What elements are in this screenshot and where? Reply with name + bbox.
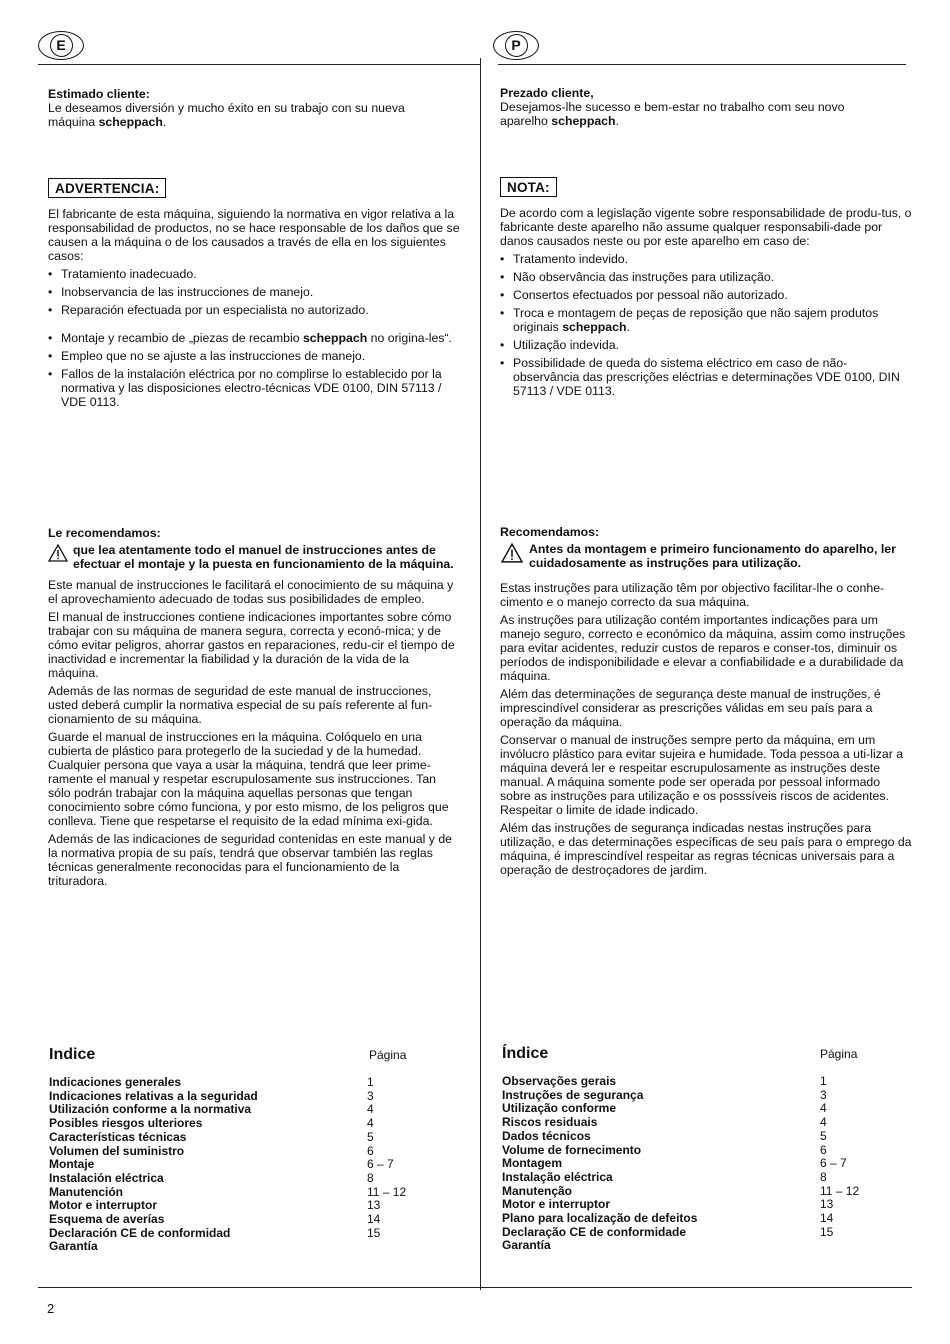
pt-greeting-period: . [615,114,619,128]
index-entry-label: Garantía [502,1238,551,1253]
pt-bullet-spare-parts: Troca e montagem de peças de reposição que não sajem produtos originais [513,306,879,334]
index-entry-page: 11 – 12 [367,1184,407,1199]
pt-paragraphs [500,581,912,877]
index-entry-label: Utilización conforme a la normativa [49,1102,252,1117]
index-entry-label: Características técnicas [49,1129,187,1144]
es-brand: scheppach [98,115,163,129]
index-row [502,1089,912,1103]
index-row [502,1185,912,1199]
index-row [49,1213,469,1227]
index-entry-page: 8 [820,1169,827,1184]
es-index [49,1046,469,1254]
es-warning-section [48,178,460,413]
es-index-page-label: Página [369,1048,407,1062]
index-entry-label: Utilização conforme [502,1101,617,1116]
index-row [49,1199,469,1213]
index-entry-label: Dados técnicos [502,1128,591,1143]
es-liability-list-a [48,267,460,317]
index-row [502,1157,912,1171]
pt-index [502,1045,912,1253]
index-row [49,1131,469,1145]
index-row [502,1226,912,1240]
es-liability-list-b [48,331,460,409]
index-entry-label: Riscos residuais [502,1115,598,1130]
index-row [49,1186,469,1200]
index-entry-label: Montaje [49,1157,95,1172]
list-item: • Consertos efectuados por pessoal não autorizado. [500,288,912,302]
paragraph: Além das determinações de segurança deste manual de instruções, é imprescindível considerar as prescrições válidas em seu país para a operação da máquina. [500,687,881,729]
pt-index-page-label: Página [820,1047,858,1061]
index-row [49,1172,469,1186]
pt-greeting-line2: aparelho [500,114,552,128]
index-entry-label: Montagem [502,1156,562,1171]
list-item: • Inobservancia de las instrucciones de manejo. [48,285,460,299]
es-greeting-period: . [162,115,167,129]
list-item [48,331,460,345]
list-item: • Tratamento indevido. [500,252,912,266]
paragraph: El manual de instrucciones contiene indicaciones importantes sobre cómo trabajar con su máquina de manera segura, correcta y econó-mica; y de cómo evitar peligros, ahorrar gastos en reparaciones, redu-cir el tiempo de inactividad e incrementar la fiabilidad y la duración de la vida de la máquina. [48,610,455,680]
index-entry-page: 14 [820,1211,834,1226]
index-entry-page: 4 [820,1101,827,1116]
index-row [502,1102,912,1116]
footer-rule-right [480,1287,912,1288]
index-entry-page: 3 [820,1087,827,1102]
index-entry-page: 6 – 7 [367,1157,394,1172]
index-row [49,1158,469,1172]
index-row [49,1240,469,1254]
pt-brand: scheppach [551,114,616,128]
pt-note-label: NOTA: [500,177,557,197]
index-entry-page: 3 [367,1088,374,1103]
es-greeting-line1: Le deseamos diversión y mucho éxito en su trabajo con su nueva [48,101,405,115]
es-paragraphs [48,578,460,888]
index-entry-label: Volume de fornecimento [502,1142,642,1157]
index-row [502,1171,912,1185]
paragraph: Conservar o manual de instruções sempre perto da máquina, em um invólucro plástico para evitar sujeira e humidade. Toda pessoa a uti-lizar a máquina deverá ler e respeitar escrupulosamente as instruções deste manual. A máquina somente pode ser operada por pessoal informado sobre as instruções para utilização e os posssíveis riscos de acidentes. Respeitar o limite de idade indicado. [500,733,904,817]
es-greeting [48,87,460,129]
index-entry-page: 6 [367,1143,374,1158]
list-item: • Não observância das instruções para utilização. [500,270,912,284]
es-greeting-line2: máquina [48,115,99,129]
index-row [502,1075,912,1089]
index-row [502,1130,912,1144]
es-recommendation-section [48,526,460,892]
index-entry-page: 14 [367,1212,381,1227]
list-item: • Possibilidade de queda do sistema eléctrico em caso de não-observância das prescrições eléctrias e determinações VDE 0100, DIN 57113 / VDE 0113. [500,356,912,398]
index-entry-page [820,1239,880,1253]
index-entry-page: 8 [367,1170,374,1185]
pt-liability-list [500,252,912,398]
es-rec-warning [48,543,460,571]
index-entry-page: 13 [820,1197,834,1212]
pt-greeting-title: Prezado cliente, [500,86,594,100]
pt-index-list [502,1075,912,1253]
index-entry-page: 1 [367,1075,374,1089]
index-entry-label: Indicaciones generales [49,1075,182,1089]
pt-rec-warning-text: Antes da montagem e primeiro funcionamento do aparelho, ler cuidadosamente as instruções para utilização. [529,542,896,570]
index-row [502,1116,912,1130]
paragraph: Além das instruções de segurança indicadas nestas instruções para utilização, e das determinações específicas de seu país para o emprego da máquina, é imprescindível respeitar as regras técnicas universais para a operação de destroçadores de jardim. [500,821,912,877]
es-bullet-spare-parts-end: no origina-les“. [367,331,452,345]
index-row [502,1239,912,1253]
es-rec-title: Le recomendamos: [48,526,161,540]
header-rule-left [38,64,480,65]
index-entry-label: Declaración CE de conformidad [49,1225,231,1240]
index-entry-page: 11 – 12 [820,1183,860,1198]
index-row [49,1145,469,1159]
index-entry-label: Posibles riesgos ulteriores [49,1116,203,1131]
index-entry-page: 4 [367,1116,374,1131]
pt-bullet-spare-parts-end: . [626,320,630,334]
index-entry-label: Plano para localização de defeitos [502,1211,698,1226]
index-entry-page: 15 [820,1224,834,1239]
index-entry-label: Manutención [49,1184,123,1199]
index-row [49,1090,469,1104]
header-rule-right [498,64,906,65]
index-entry-label: Instruções de segurança [502,1087,644,1102]
es-index-title: Indice [49,1046,96,1063]
index-entry-label: Instalação eléctrica [502,1169,613,1184]
index-row [502,1212,912,1226]
index-row [49,1076,469,1090]
warning-icon [48,544,68,562]
paragraph: Guarde el manual de instrucciones en la máquina. Colóquelo en una cubierta de plástico para protegerlo de la suciedad y de la humedad. Cualquier persona que vaya a usar la máquina, tendrá que leer prime-ramente el manual y respetar escrupulosamente sus instrucciones. Tan sólo podrán trabajar con la máquina aquellas personas que tengan conocimiento sobre cómo funciona, y por esto mismo, de los peligros que conlleva. Tiene que respetarse el requisito de la edad mínima exi-gida. [48,730,449,828]
warning-icon [500,543,524,563]
pt-note-text: De acordo com a legislação vigente sobre responsabilidade de produ-tus, o fabricante deste aparelho não assume qualquer responsabili-dade por danos causados neste ou por este aparelho em caso de: [500,206,912,248]
es-index-list [49,1076,469,1254]
list-item: • Tratamiento inadecuado. [48,267,460,281]
footer-rule-left [38,1287,480,1288]
es-bullet-spare-parts: Montaje y recambio de „piezas de recambio [61,331,303,345]
list-item: • Empleo que no se ajuste a las instrucciones de manejo. [48,349,460,363]
index-entry-page: 6 – 7 [820,1156,847,1171]
index-row [49,1103,469,1117]
paragraph: Además de las normas de seguridad de este manual de instrucciones, usted deberá cumplir la normativa especial de su país referente al fun-cionamiento de su máquina. [48,684,433,726]
paragraph: As instruções para utilização contém importantes indicações para um manejo seguro, correcto e económico da máquina, assim como instruções para evitar acidentes, reduzir custos de reparos e conser-tos, diminuir os períodos de indisponibilidade e elevar a confiabilidade e a durabilidade da máquina. [500,613,906,683]
index-entry-label: Garantía [49,1239,98,1254]
pt-brand: scheppach [562,320,627,334]
pt-rec-title: Recomendamos: [500,525,600,539]
index-entry-page: 1 [820,1074,827,1088]
list-item: • Utilização indevida. [500,338,912,352]
index-entry-label: Esquema de averías [49,1212,165,1227]
es-warning-label: ADVERTENCIA: [48,178,166,198]
language-badge-portuguese: P [493,31,539,60]
es-greeting-title: Estimado cliente: [48,87,150,101]
index-entry-page: 15 [367,1225,381,1240]
index-entry-label: Manutenção [502,1183,573,1198]
es-rec-warning-text: que lea atentamente todo el manuel de instrucciones antes de efectuar el montaje y la puesta en funcionamiento de la máquina. [73,543,454,571]
pt-index-title: Índice [502,1045,549,1062]
paragraph: Además de las indicaciones de seguridad contenidas en este manual y de la normativa propia de su país, tendrá que observar también las reglas técnicas generalmente reconocidas para el funcionamiento de la trituradora. [48,832,453,888]
list-item: • Reparación efectuada por un especialista no autorizado. [48,303,460,317]
index-entry-label: Motor e interruptor [49,1198,157,1213]
index-entry-page: 13 [367,1198,381,1213]
index-row [49,1227,469,1241]
paragraph: Estas instruções para utilização têm por objectivo facilitar-lhe o conhe-cimento e o manejo correcto da sua máquina. [500,581,885,609]
index-entry-label: Volumen del suministro [49,1143,185,1158]
index-entry-label: Instalación eléctrica [49,1170,164,1185]
index-entry-page: 5 [367,1129,374,1144]
paragraph: Este manual de instrucciones le facilitará el conocimiento de su máquina y el aprovechamiento adecuado de todas sus posibilidades de empleo. [48,578,454,606]
index-entry-label: Motor e interruptor [502,1197,610,1212]
pt-note-section [500,177,912,402]
list-item [500,306,912,334]
page-number: 2 [47,1301,55,1316]
index-entry-page [367,1240,427,1254]
es-warning-text: El fabricante de esta máquina, siguiendo la normativa en vigor relativa a la responsabilidad de productos, no se hace responsable de los daños que se causen a la máquina o de los causados a través de ella en los siguientes casos: [48,207,460,263]
index-row [502,1144,912,1158]
index-row [49,1117,469,1131]
index-entry-label: Indicaciones relativas a la seguridad [49,1088,258,1103]
pt-rec-warning [500,542,912,570]
index-entry-page: 4 [367,1102,374,1117]
es-brand: scheppach [302,331,368,345]
pt-recommendation-section [500,525,912,881]
index-entry-label: Observações gerais [502,1074,617,1088]
index-entry-label: Declaração CE de conformidade [502,1224,687,1239]
pt-greeting-line1: Desejamos-lhe sucesso e bem-estar no trabalho com seu novo [500,100,845,114]
column-divider [480,58,481,1290]
index-row [502,1198,912,1212]
language-badge-spanish: E [38,31,84,60]
list-item: • Fallos de la instalación eléctrica por no complirse lo establecido por la normativa y las disposiciones electro-técnicas VDE 0100, DIN 57113 / VDE 0113. [48,367,460,409]
pt-greeting [500,86,912,128]
index-entry-page: 4 [820,1115,827,1130]
index-entry-page: 5 [820,1128,827,1143]
index-entry-page: 6 [820,1142,827,1157]
